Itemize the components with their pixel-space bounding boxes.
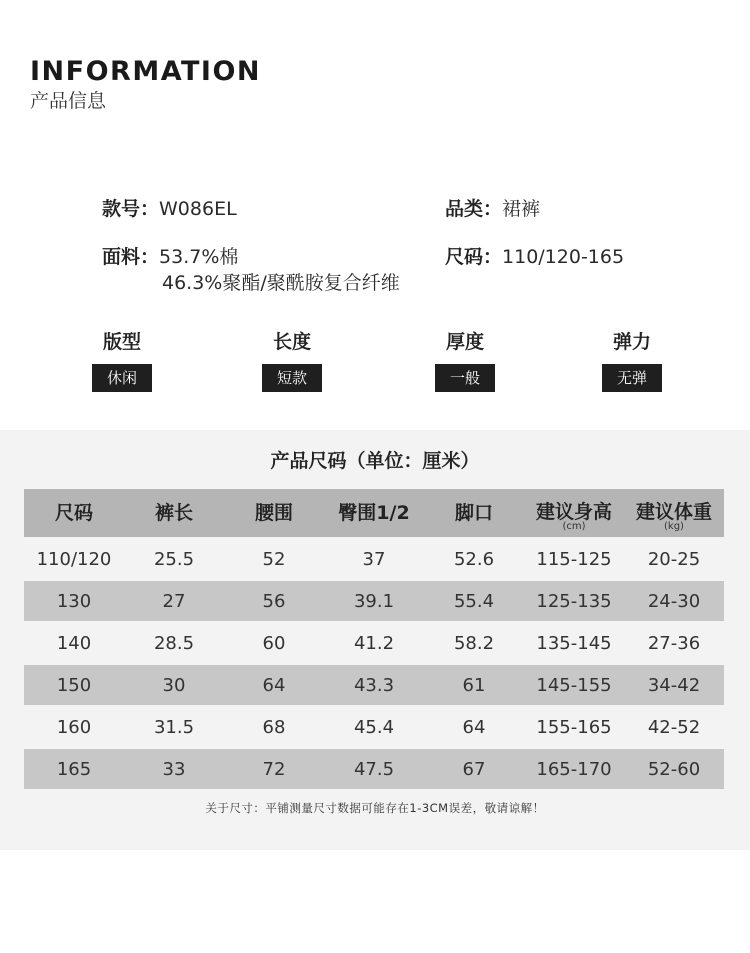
table-cell: 135-145 xyxy=(536,632,612,654)
header-label: 裤长 xyxy=(154,502,193,524)
header-cell-leg-opening xyxy=(424,502,524,524)
attribute-tag: 一般 xyxy=(435,364,495,392)
fabric-value-line2: 46.3%聚酯/聚酰胺复合纤维 xyxy=(162,272,400,294)
table-row xyxy=(24,623,724,663)
style-number-field xyxy=(102,196,237,222)
table-cell: 160 xyxy=(56,716,92,738)
fabric-field xyxy=(102,244,238,270)
table-cell: 130 xyxy=(56,590,92,612)
table-cell: 43.3 xyxy=(353,674,395,696)
table-cell: 115-125 xyxy=(536,548,612,570)
header-label: 腰围 xyxy=(254,502,293,524)
table-cell: 61 xyxy=(462,674,486,696)
table-cell: 27 xyxy=(162,590,186,612)
table-cell: 25.5 xyxy=(153,548,195,570)
attribute-label: 长度 xyxy=(272,331,311,353)
size-chart-section xyxy=(0,430,750,850)
table-cell: 52-60 xyxy=(647,758,701,780)
table-cell: 64 xyxy=(262,674,286,696)
fabric-value: 53.7%棉 xyxy=(159,246,239,268)
attribute-label: 弹力 xyxy=(612,331,651,353)
attribute-tag: 无弹 xyxy=(602,364,662,392)
table-cell: 45.4 xyxy=(353,716,395,738)
size-table xyxy=(24,489,724,789)
category-label: 品类： xyxy=(445,198,503,220)
attribute-tag: 休闲 xyxy=(92,364,152,392)
header-label: 尺码 xyxy=(54,502,93,524)
table-cell: 155-165 xyxy=(536,716,612,738)
header-label: 建议身高 xyxy=(535,500,612,523)
header-label: 臀围1/2 xyxy=(338,502,410,524)
table-cell: 20-25 xyxy=(647,548,701,570)
header-cell-weight xyxy=(624,495,724,532)
category-field xyxy=(445,196,540,222)
header-cell-length xyxy=(124,502,224,524)
information-header xyxy=(30,56,261,113)
attribute-label: 厚度 xyxy=(445,331,484,353)
table-cell: 41.2 xyxy=(353,632,395,654)
table-cell: 140 xyxy=(56,632,92,654)
attribute-thickness xyxy=(405,329,525,392)
header-cell-hip xyxy=(324,502,424,524)
table-cell: 34-42 xyxy=(647,674,701,696)
table-cell: 72 xyxy=(262,758,286,780)
table-cell: 27-36 xyxy=(647,632,701,654)
table-cell: 64 xyxy=(462,716,486,738)
table-cell: 31.5 xyxy=(153,716,195,738)
header-label: 脚口 xyxy=(454,502,493,524)
attribute-label: 版型 xyxy=(102,331,141,353)
table-cell: 39.1 xyxy=(353,590,395,612)
table-row xyxy=(24,581,724,621)
size-range-label: 尺码： xyxy=(445,246,503,268)
table-cell: 52.6 xyxy=(453,548,495,570)
table-cell: 30 xyxy=(162,674,186,696)
attribute-fit xyxy=(62,329,182,392)
table-cell: 24-30 xyxy=(647,590,701,612)
size-range-field xyxy=(445,244,624,270)
attribute-stretch xyxy=(572,329,692,392)
table-cell: 165-170 xyxy=(536,758,612,780)
table-cell: 125-135 xyxy=(536,590,612,612)
table-cell: 37 xyxy=(362,548,386,570)
category-value: 裙裤 xyxy=(502,198,541,220)
table-cell: 33 xyxy=(162,758,186,780)
table-cell: 60 xyxy=(262,632,286,654)
table-cell: 165 xyxy=(56,758,92,780)
table-cell: 145-155 xyxy=(536,674,612,696)
header-subtitle: 产品信息 xyxy=(30,90,107,112)
fabric-label: 面料： xyxy=(102,246,160,268)
table-cell: 56 xyxy=(262,590,286,612)
table-cell: 68 xyxy=(262,716,286,738)
table-row xyxy=(24,539,724,579)
header-unit: (kg) xyxy=(664,520,684,532)
header-cell-height xyxy=(524,495,624,532)
table-cell: 67 xyxy=(462,758,486,780)
table-cell: 55.4 xyxy=(453,590,495,612)
table-cell: 42-52 xyxy=(647,716,701,738)
style-number-value: W086EL xyxy=(159,198,237,220)
header-title: INFORMATION xyxy=(30,56,262,87)
header-cell-size xyxy=(24,502,124,524)
table-header-row xyxy=(24,489,724,537)
table-row xyxy=(24,707,724,747)
attribute-length xyxy=(232,329,352,392)
attribute-tag: 短款 xyxy=(262,364,322,392)
table-cell: 110/120 xyxy=(36,548,112,570)
table-row xyxy=(24,665,724,705)
style-number-label: 款号： xyxy=(102,198,160,220)
header-cell-waist xyxy=(224,502,324,524)
header-label: 建议体重 xyxy=(635,500,712,523)
table-cell: 150 xyxy=(56,674,92,696)
size-range-value: 110/120-165 xyxy=(502,246,625,268)
size-chart-title: 产品尺码（单位：厘米） xyxy=(270,450,480,472)
header-unit: (cm) xyxy=(562,520,586,532)
table-cell: 47.5 xyxy=(353,758,395,780)
table-cell: 28.5 xyxy=(153,632,195,654)
table-cell: 58.2 xyxy=(453,632,495,654)
table-row xyxy=(24,749,724,789)
measurement-note: 关于尺寸：平铺测量尺寸数据可能存在1-3CM误差，敬请谅解！ xyxy=(205,801,545,815)
table-cell: 52 xyxy=(262,548,286,570)
